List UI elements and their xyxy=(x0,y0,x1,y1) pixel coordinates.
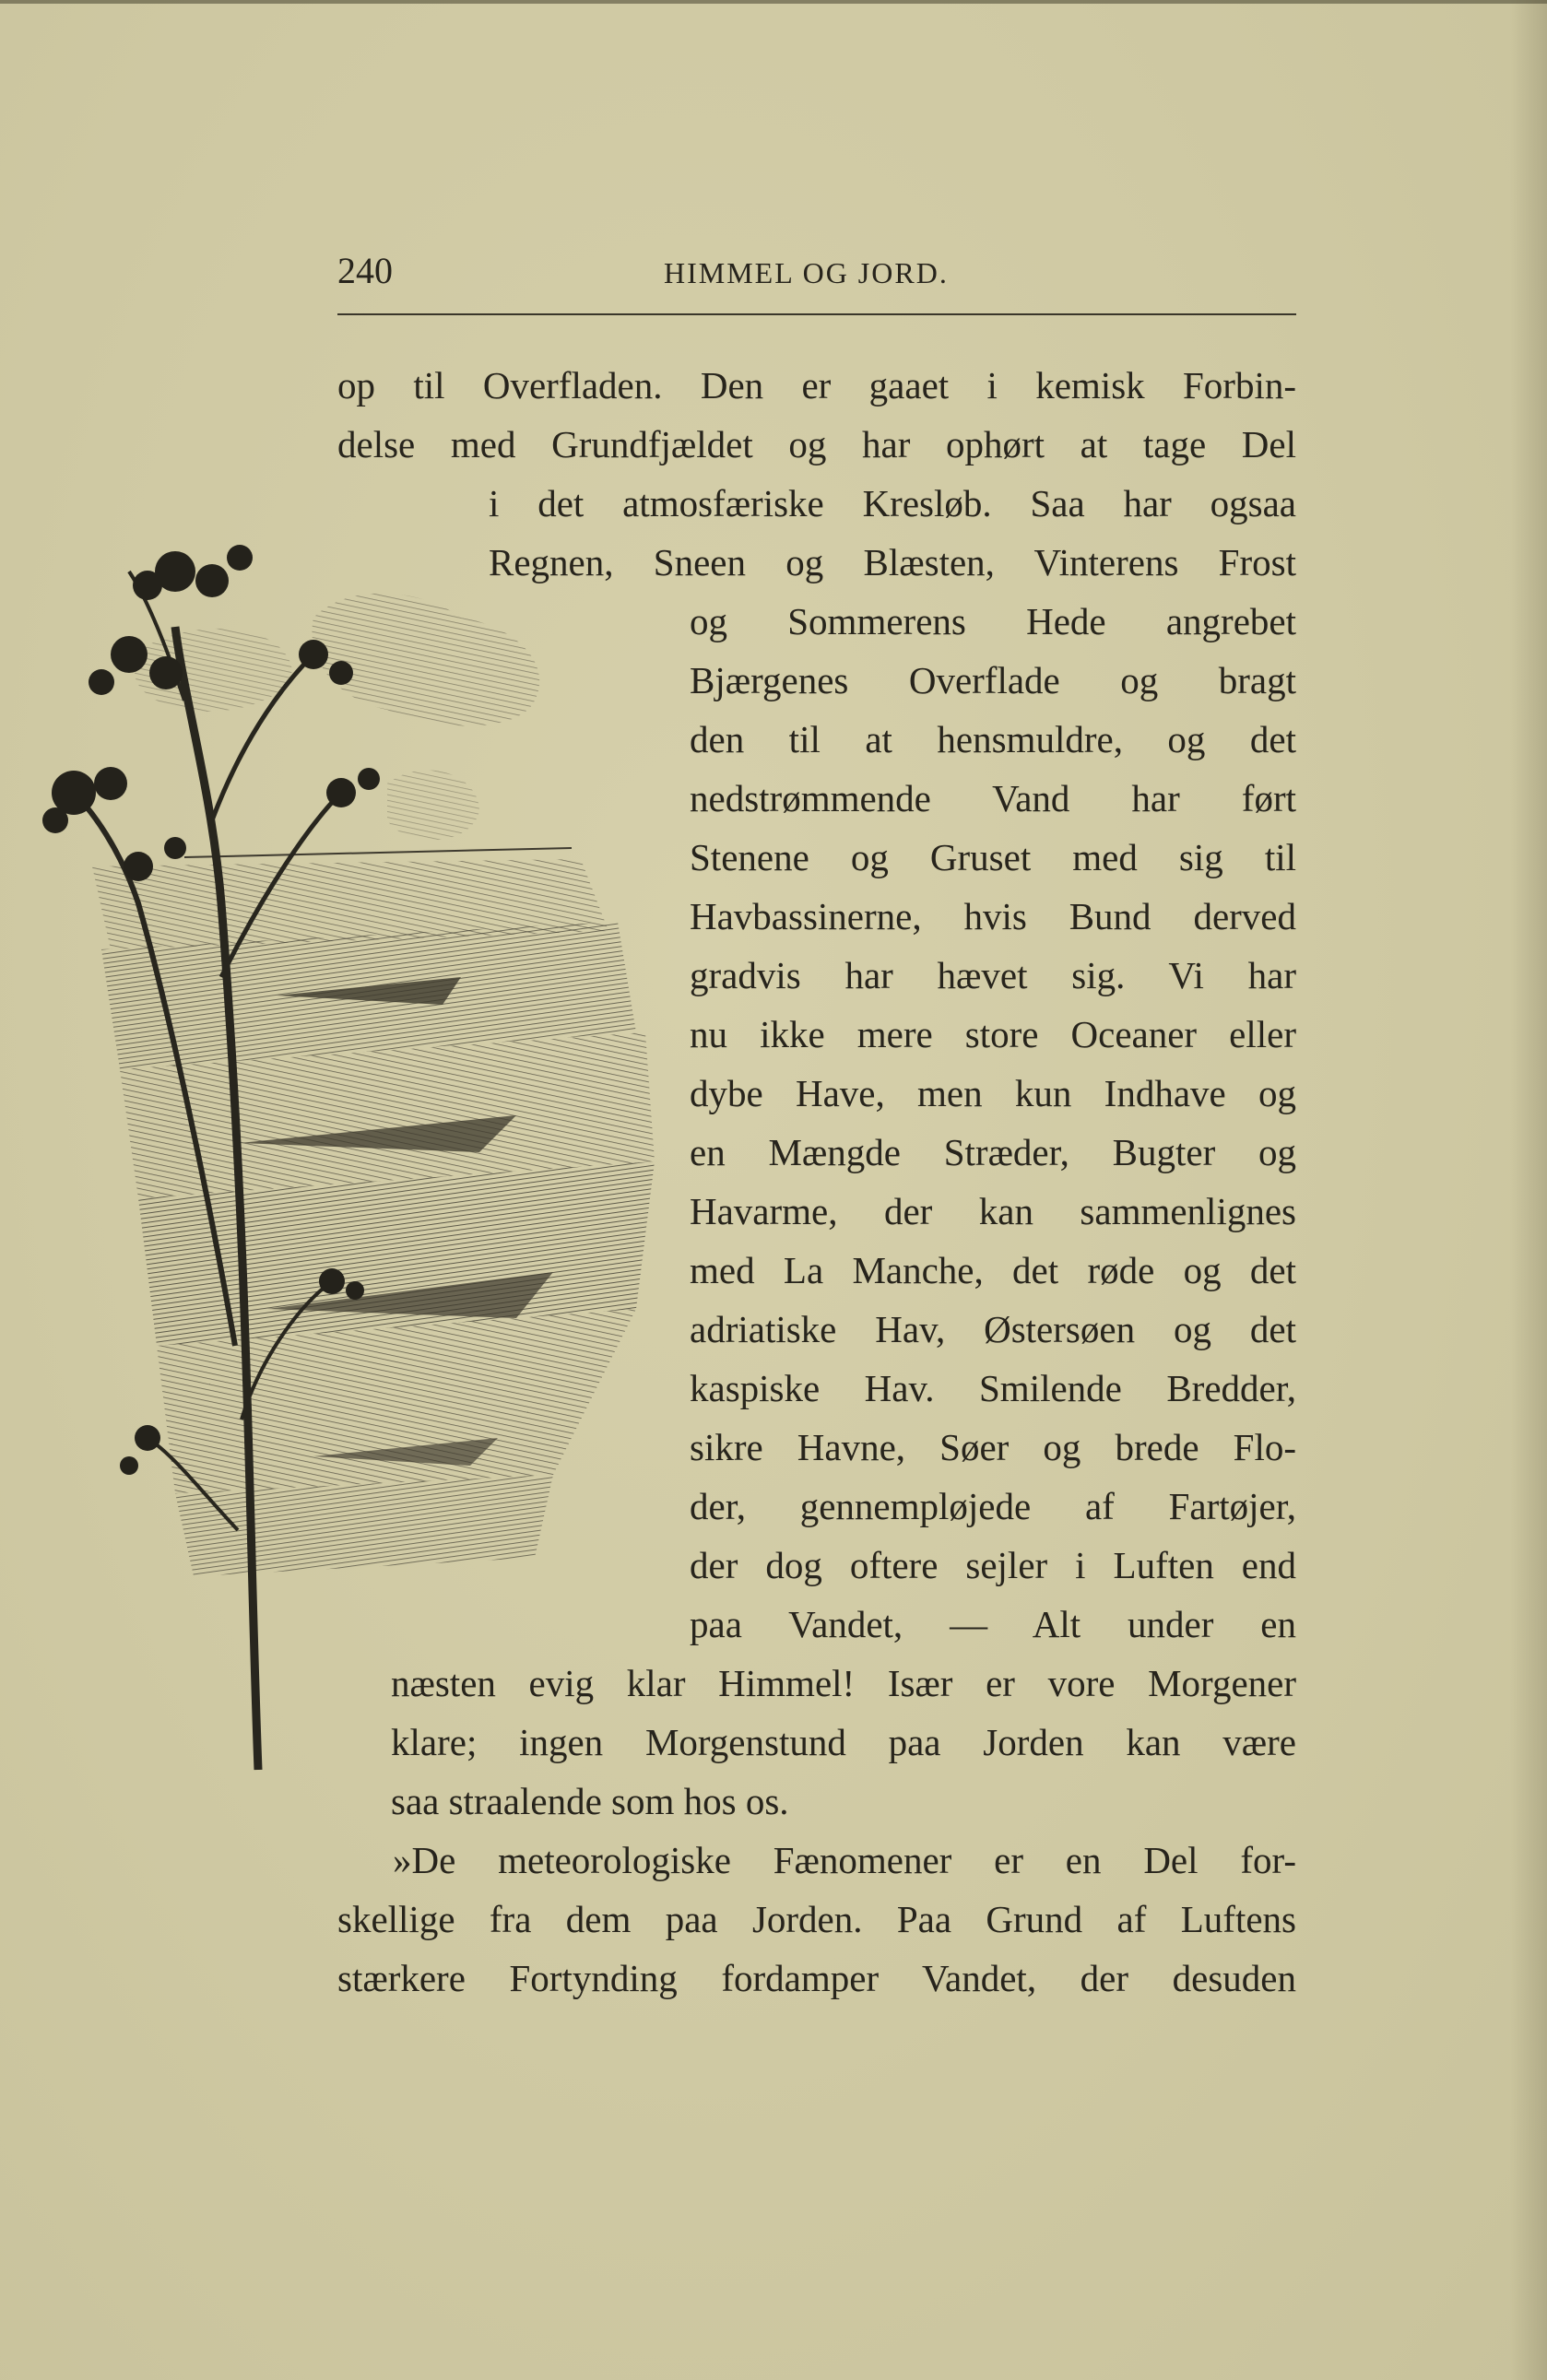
header-rule xyxy=(337,313,1296,315)
text-line: op til Overfladen. Den er gaaet i kemisk Forbin- xyxy=(337,364,1296,406)
text-line: delse med Grundfjældet og har ophørt at tage Del xyxy=(337,423,1296,465)
text-line: en Mængde Stræder, Bugter og xyxy=(690,1131,1296,1173)
text-line: med La Manche, det røde og det xyxy=(690,1249,1296,1291)
text-line: Havarme, der kan sammenlignes xyxy=(690,1190,1296,1232)
text-line: næsten evig klar Himmel! Især er vore Morgener xyxy=(391,1662,1296,1704)
page-edge-shadow xyxy=(1510,0,1547,2380)
page-header xyxy=(337,249,1296,304)
text-line: kaspiske Hav. Smilende Bredder, xyxy=(690,1367,1296,1409)
text-line: skellige fra dem paa Jorden. Paa Grund af Luftens xyxy=(337,1898,1296,1940)
text-line: dybe Have, men kun Indhave og xyxy=(690,1072,1296,1114)
text-line: Havbassinerne, hvis Bund derved xyxy=(690,895,1296,937)
text-line: nu ikke mere store Oceaner eller xyxy=(690,1013,1296,1055)
text-line: og Sommerens Hede angrebet xyxy=(690,600,1296,642)
page-number: 240 xyxy=(337,250,393,291)
text-line: nedstrømmende Vand har ført xyxy=(690,777,1296,819)
text-line: paa Vandet, — Alt under en xyxy=(690,1603,1296,1645)
text-line: der dog oftere sejler i Luften end xyxy=(690,1544,1296,1586)
text-line: adriatiske Hav, Østersøen og det xyxy=(690,1308,1296,1350)
text-line: klare; ingen Morgenstund paa Jorden kan være xyxy=(391,1721,1296,1763)
text-line: »De meteorologiske Fænomener er en Del for- xyxy=(393,1839,1296,1881)
text-line: Stenene og Gruset med sig til xyxy=(690,836,1296,878)
text-line: sikre Havne, Søer og brede Flo- xyxy=(690,1426,1296,1468)
running-title: HIMMEL OG JORD. xyxy=(664,256,949,289)
text-line: Regnen, Sneen og Blæsten, Vinterens Frost xyxy=(489,541,1296,583)
page-top-edge xyxy=(0,0,1547,4)
text-line: saa straalende som hos os. xyxy=(391,1780,789,1822)
text-line: Bjærgenes Overflade og bragt xyxy=(690,659,1296,701)
text-line: gradvis har hævet sig. Vi har xyxy=(690,954,1296,996)
text-line: der, gennempløjede af Fartøjer, xyxy=(690,1485,1296,1527)
text-line: den til at hensmuldre, og det xyxy=(690,718,1296,760)
landscape-illustration xyxy=(37,516,682,1825)
text-line: stærkere Fortynding fordamper Vandet, der desuden xyxy=(337,1957,1296,1999)
text-line: i det atmosfæriske Kresløb. Saa har ogsaa xyxy=(489,482,1296,524)
